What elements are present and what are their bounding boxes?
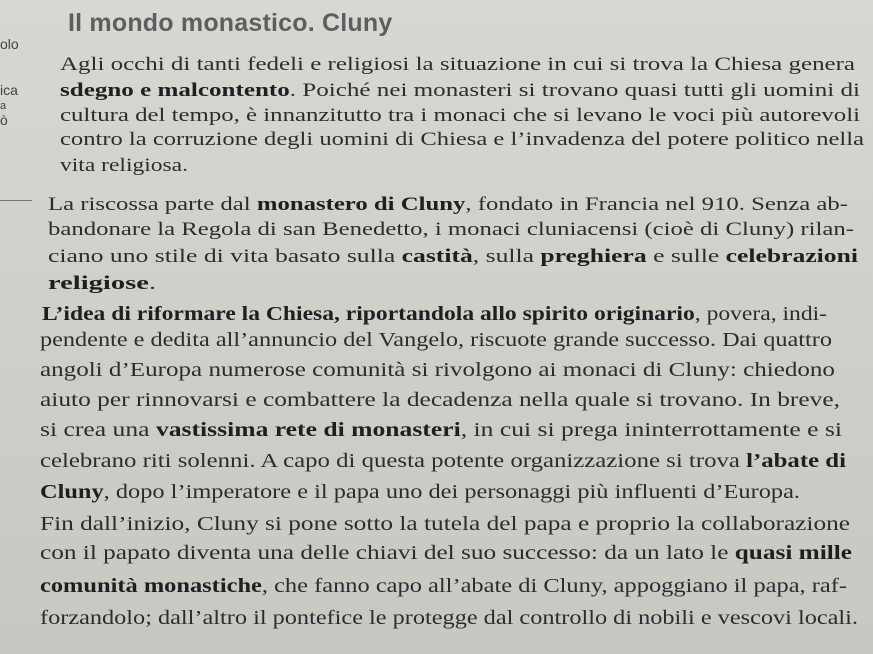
- text-run: , che fanno capo all’abate di Cluny, appoggiano il papa, raf-: [261, 575, 848, 597]
- bold-text: l’abate di: [746, 450, 846, 472]
- text-line: [40, 541, 852, 565]
- text-line: [48, 272, 156, 296]
- text-run: Fin dall’inizio, Cluny si pone sotto la tutela del papa e proprio la collaborazione: [40, 513, 851, 535]
- text-line: [48, 218, 854, 242]
- bold-text: comunità monastiche: [40, 575, 262, 597]
- bold-text: quasi mille: [734, 542, 853, 564]
- text-run: angoli d’Europa numerose comunità si rivolgono ai monaci di Cluny: chiedono: [40, 359, 835, 381]
- text-run: , fondato in Francia nel 910. Senza ab-: [465, 194, 849, 215]
- text-line: [40, 358, 835, 382]
- text-run: , in cui si prega ininterrottamente e si: [460, 419, 843, 441]
- bold-text: celebrazioni: [725, 246, 858, 267]
- text-line: [60, 53, 855, 77]
- margin-note: a: [0, 100, 7, 112]
- text-run: cultura del tempo, è innanzitutto tra i monaci che si levano le voci più autorevoli: [60, 105, 861, 126]
- bold-text: religiose: [48, 273, 149, 294]
- text-line: [60, 154, 188, 178]
- text-line: [40, 480, 800, 504]
- bold-text: Cluny: [40, 481, 104, 503]
- text-run: pendente e dedita all’annuncio del Vangelo, riscuote grande successo. Dai quattro: [40, 329, 832, 351]
- text-line: [48, 245, 858, 269]
- bold-text: vastissima rete di monasteri: [155, 419, 461, 441]
- text-run: Agli occhi di tanti fedeli e religiosi la situazione in cui si trova la Chiesa genera: [60, 54, 856, 75]
- margin-note: ò: [0, 112, 8, 128]
- margin-note: olo: [0, 36, 19, 52]
- text-run: . Poiché nei monasteri si trovano quasi tutti gli uomini di: [289, 80, 860, 101]
- text-run: si crea una: [40, 419, 156, 441]
- bold-text: L’idea di riformare la Chiesa, riportandola allo spirito originario: [42, 303, 695, 325]
- text-line: [40, 449, 846, 473]
- text-line: [60, 79, 860, 103]
- text-run: , povera, indi-: [694, 303, 828, 325]
- text-run: aiuto per rinnovarsi e combattere la decadenza nella quale si trovano. In breve,: [40, 389, 840, 411]
- text-run: ciano uno stile di vita basato sulla: [48, 246, 402, 267]
- text-run: La riscossa parte dal: [48, 194, 257, 215]
- text-run: .: [148, 273, 156, 294]
- bold-text: monastero di Cluny: [256, 194, 466, 215]
- text-line: [40, 574, 847, 598]
- text-line: [40, 328, 832, 352]
- text-run: celebrano riti solenni. A capo di questa potente organizzazione si trova: [40, 450, 747, 472]
- text-line: [40, 418, 842, 442]
- margin-note: ica: [0, 82, 18, 98]
- text-line: [40, 606, 858, 630]
- text-run: contro la corruzione degli uomini di Chiesa e l’invadenza del potere politico nella: [60, 129, 864, 150]
- text-line: [60, 128, 864, 152]
- text-run: bandonare la Regola di san Benedetto, i monaci cluniacensi (cioè di Cluny) rilan-: [48, 219, 854, 240]
- text-run: e sulle: [646, 246, 726, 267]
- text-run: vita religiosa.: [60, 155, 188, 176]
- bold-text: castità: [401, 246, 473, 267]
- page-title: Il mondo monastico. Cluny: [68, 9, 393, 37]
- text-line: [42, 302, 827, 326]
- text-run: , sulla: [472, 246, 541, 267]
- text-run: , dopo l’imperatore e il papa uno dei personaggi più influenti d’Europa.: [103, 481, 801, 503]
- bold-text: preghiera: [540, 246, 647, 267]
- text-line: [60, 104, 860, 128]
- text-line: [40, 512, 850, 536]
- bold-text: sdegno e malcontento: [60, 80, 290, 101]
- text-line: [40, 388, 840, 412]
- margin-rule: [0, 200, 32, 201]
- text-run: forzandolo; dall’altro il pontefice le protegge dal controllo di nobili e vescovi locali.: [40, 607, 858, 629]
- text-run: con il papato diventa una delle chiavi del suo successo: da un lato le: [40, 542, 735, 564]
- text-line: [48, 193, 848, 217]
